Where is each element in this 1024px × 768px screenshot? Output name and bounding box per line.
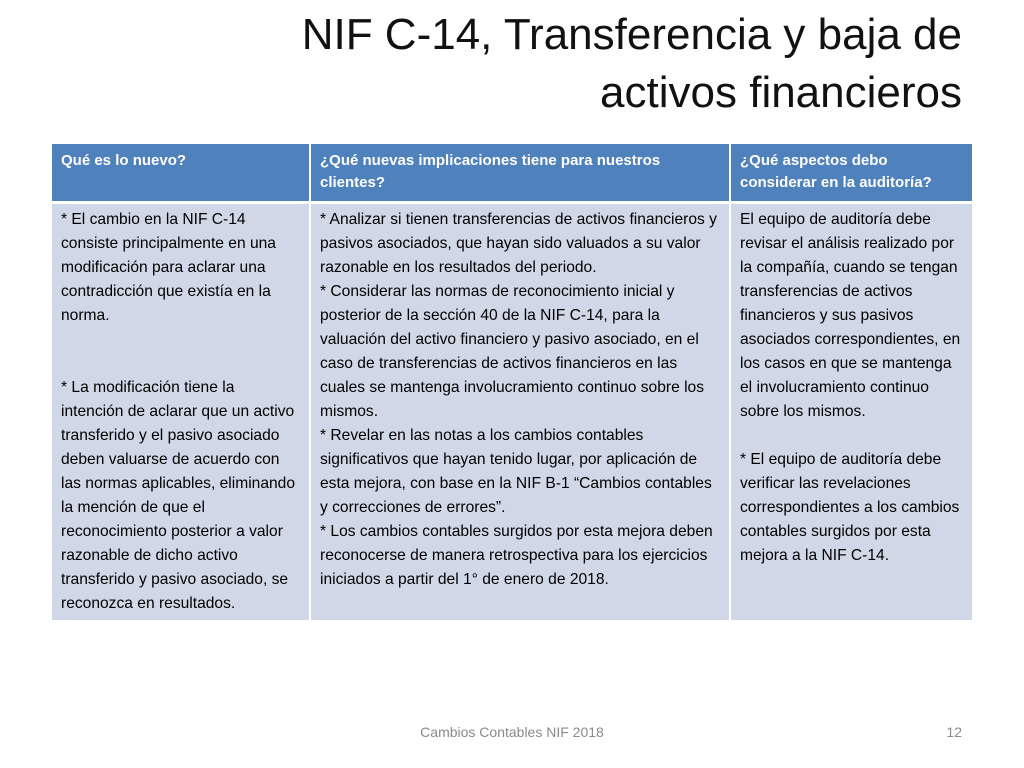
cell-audit-aspects [730, 203, 972, 621]
slide-footer: Cambios Contables NIF 2018 [420, 724, 604, 740]
table-header-row [52, 144, 972, 203]
whats-new-paragraph-2: * La modificación tiene la intención de aclarar que un activo transferido y el pasivo asociado deben valuarse de acuerdo con las normas aplicables, eliminando la mención de que el reconocimiento posterior a valor razonable de dicho activo transferido y pasivo asociado, se reconozca en resultados. [61, 379, 296, 612]
comparison-table [52, 144, 972, 620]
header-audit-aspects: ¿Qué aspectos debo considerar en la auditoría? [730, 144, 972, 203]
paragraph-spacer [61, 328, 300, 376]
implications-paragraph-1: * Analizar si tienen transferencias de activos financieros y pasivos asociados, que hayan sido valuados a su valor razonable en los resultados del periodo. [320, 211, 717, 276]
header-whats-new: Qué es lo nuevo? [52, 144, 310, 203]
implications-paragraph-3: * Revelar en las notas a los cambios contables significativos que hayan tenido lugar, por aplicación de esta mejora, con base en la NIF B-1 “Cambios contables y correcciones de errores”. [320, 427, 712, 516]
whats-new-paragraph-1: * El cambio en la NIF C-14 consiste principalmente en una modificación para aclarar una contradicción que existía en la norma. [61, 211, 276, 324]
header-client-implications: ¿Qué nuevas implicaciones tiene para nuestros clientes? [310, 144, 730, 203]
slide-title [200, 6, 962, 122]
cell-whats-new [52, 203, 310, 621]
paragraph-spacer [740, 424, 963, 448]
table-row [52, 203, 972, 621]
implications-paragraph-2: * Considerar las normas de reconocimiento inicial y posterior de la sección 40 de la NIF C-14, para la valuación del activo financiero y pasivo asociado, en el caso de transferencias de activos financieros en las cuales se mantenga involucramiento continuo sobre los mismos. [320, 283, 705, 420]
cell-client-implications [310, 203, 730, 621]
slide-title-line-2: activos financieros [600, 68, 962, 117]
audit-paragraph-2: * El equipo de auditoría debe verificar las revelaciones correspondientes a los cambios contables surgidos por esta mejora a la NIF C-14. [740, 451, 960, 564]
page-number: 12 [946, 724, 962, 740]
slide-title-line-1: NIF C-14, Transferencia y baja de [301, 10, 962, 59]
audit-paragraph-1: El equipo de auditoría debe revisar el análisis realizado por la compañía, cuando se tengan transferencias de activos financieros y sus pasivos asociados correspondientes, en los casos en que se mantenga el involucramiento continuo sobre los mismos. [740, 211, 961, 420]
implications-paragraph-4: * Los cambios contables surgidos por esta mejora deben reconocerse de manera retrospectiva para los ejercicios iniciados a partir del 1° de enero de 2018. [320, 523, 713, 588]
